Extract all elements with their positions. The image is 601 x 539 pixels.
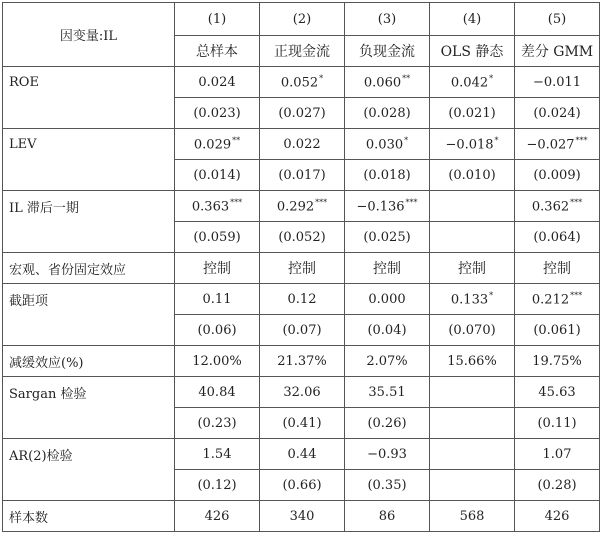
significance-stars: * (319, 73, 324, 83)
cell-value: −0.027 (526, 137, 575, 153)
cell-value: 0.042 (450, 75, 489, 91)
table-cell (515, 470, 600, 501)
cell-value: 0.133 (450, 292, 489, 308)
table-cell (430, 222, 515, 253)
table-cell (175, 408, 260, 439)
table-row (3, 315, 600, 346)
table-row (3, 129, 600, 160)
table-cell (430, 284, 515, 315)
table-cell (345, 346, 430, 377)
table-row (3, 191, 600, 222)
column-number-3: (3) (345, 3, 430, 36)
table-cell (345, 160, 430, 191)
cell-value: 0.11 (202, 291, 232, 307)
cell-value: 40.84 (198, 384, 236, 400)
table-cell (175, 439, 260, 470)
table-cell (175, 377, 260, 408)
cell-value: 0.292 (276, 199, 315, 215)
table-cell (345, 222, 430, 253)
table-row (3, 284, 600, 315)
cell-value: −0.93 (367, 446, 407, 462)
cell-value: 21.37% (277, 353, 327, 369)
row-label: 宏观、省份固定效应 (3, 253, 175, 284)
cell-value: 0.44 (287, 446, 317, 462)
table-cell (430, 98, 515, 129)
column-name-3: 负现金流 (345, 36, 430, 67)
cell-value: (0.024) (533, 105, 581, 121)
table-cell (260, 67, 345, 98)
significance-stars: ** (232, 135, 241, 145)
cell-value: 19.75% (532, 353, 582, 369)
cell-value: 控制 (203, 261, 231, 277)
cell-value: (0.28) (537, 477, 577, 493)
table-cell (345, 253, 430, 284)
dependent-variable-header: 因变量:IL (3, 3, 175, 67)
table-cell (345, 501, 430, 532)
table-cell (430, 160, 515, 191)
cell-value: −0.018 (445, 137, 494, 153)
cell-value: 0.363 (191, 199, 230, 215)
row-label: 样本数 (3, 501, 175, 532)
table-cell (345, 129, 430, 160)
cell-value: 0.022 (283, 136, 321, 152)
significance-stars: *** (570, 290, 583, 300)
table-cell (260, 408, 345, 439)
cell-value: 12.00% (192, 353, 242, 369)
table-cell (260, 129, 345, 160)
row-label-empty (3, 408, 175, 439)
table-cell (175, 191, 260, 222)
column-number-2: (2) (260, 3, 345, 36)
row-label: AR(2)检验 (3, 439, 175, 470)
table-row (3, 67, 600, 98)
cell-value: (0.027) (278, 105, 326, 121)
table-cell (175, 160, 260, 191)
column-number-4: (4) (430, 3, 515, 36)
significance-stars: * (494, 135, 499, 145)
cell-value: 0.212 (531, 292, 570, 308)
table-cell (515, 191, 600, 222)
column-name-1: 总样本 (175, 36, 260, 67)
cell-value: −0.136 (356, 199, 405, 215)
table-cell (345, 191, 430, 222)
table-row (3, 253, 600, 284)
row-label-empty (3, 470, 175, 501)
table-cell (175, 129, 260, 160)
cell-value: (0.23) (197, 415, 237, 431)
table-cell (175, 253, 260, 284)
table-cell (515, 222, 600, 253)
table-cell (175, 67, 260, 98)
table-cell (260, 284, 345, 315)
cell-value: (0.12) (197, 477, 237, 493)
table-cell (430, 191, 515, 222)
table-cell (345, 98, 430, 129)
table-cell (345, 67, 430, 98)
table-cell (430, 129, 515, 160)
cell-value: 86 (378, 508, 396, 524)
significance-stars: ** (402, 73, 411, 83)
cell-value: (0.35) (367, 477, 407, 493)
cell-value: 0.000 (368, 291, 406, 307)
significance-stars: * (489, 73, 494, 83)
table-cell (515, 408, 600, 439)
cell-value: (0.06) (197, 322, 237, 338)
row-label: LEV (3, 129, 175, 160)
row-label-empty (3, 98, 175, 129)
table-row (3, 377, 600, 408)
table-cell (345, 470, 430, 501)
cell-value: 340 (289, 508, 315, 524)
row-label-empty (3, 315, 175, 346)
cell-value: 控制 (543, 261, 571, 277)
cell-value: (0.010) (448, 167, 496, 183)
cell-value: 控制 (373, 261, 401, 277)
significance-stars: *** (230, 197, 243, 207)
table-cell (430, 67, 515, 98)
column-name-5: 差分 GMM (515, 36, 600, 67)
table-cell (260, 191, 345, 222)
table-cell (175, 284, 260, 315)
table-cell (260, 98, 345, 129)
cell-value: 0.029 (193, 137, 232, 153)
table-cell (345, 408, 430, 439)
table-cell (430, 346, 515, 377)
table-cell (260, 501, 345, 532)
regression-table (2, 2, 600, 532)
cell-value: (0.41) (282, 415, 322, 431)
significance-stars: * (489, 290, 494, 300)
table-cell (260, 377, 345, 408)
table-row (3, 222, 600, 253)
row-label: IL 滞后一期 (3, 191, 175, 222)
significance-stars: *** (405, 197, 418, 207)
table-cell (430, 408, 515, 439)
table-cell (345, 284, 430, 315)
significance-stars: * (404, 135, 409, 145)
cell-value: (0.014) (193, 167, 241, 183)
row-label-empty (3, 222, 175, 253)
cell-value: (0.028) (363, 105, 411, 121)
table-cell (260, 160, 345, 191)
cell-value: 0.030 (365, 137, 404, 153)
table-cell (515, 501, 600, 532)
cell-value: (0.018) (363, 167, 411, 183)
table-row (3, 408, 600, 439)
cell-value: (0.059) (193, 229, 241, 245)
cell-value: 426 (204, 508, 230, 524)
table-cell (515, 253, 600, 284)
table-row (3, 346, 600, 377)
cell-value: (0.052) (278, 229, 326, 245)
table-cell (260, 470, 345, 501)
table-cell (515, 129, 600, 160)
table-cell (260, 222, 345, 253)
cell-value: (0.66) (282, 477, 322, 493)
column-name-2: 正现金流 (260, 36, 345, 67)
cell-value: 1.54 (202, 446, 232, 462)
table-cell (175, 315, 260, 346)
table-cell (260, 439, 345, 470)
table-cell (175, 222, 260, 253)
cell-value: 426 (544, 508, 570, 524)
table-row (3, 501, 600, 532)
table-cell (175, 501, 260, 532)
table-cell (345, 315, 430, 346)
cell-value: (0.023) (193, 105, 241, 121)
cell-value: −0.011 (532, 74, 582, 90)
cell-value: 568 (459, 508, 485, 524)
cell-value: 0.024 (198, 74, 236, 90)
row-label: ROE (3, 67, 175, 98)
row-label-empty (3, 160, 175, 191)
cell-value: 1.07 (542, 446, 572, 462)
cell-value: 2.07% (366, 353, 408, 369)
table-cell (515, 439, 600, 470)
cell-value: (0.11) (537, 415, 577, 431)
table-row (3, 98, 600, 129)
cell-value: (0.04) (367, 322, 407, 338)
row-label: 减缓效应(%) (3, 346, 175, 377)
column-name-4: OLS 静态 (430, 36, 515, 67)
table-cell (515, 315, 600, 346)
table-cell (515, 377, 600, 408)
cell-value: (0.025) (363, 229, 411, 245)
table-cell (430, 501, 515, 532)
cell-value: 0.052 (280, 75, 319, 91)
cell-value: 0.060 (363, 75, 402, 91)
cell-value: (0.26) (367, 415, 407, 431)
row-label: 截距项 (3, 284, 175, 315)
cell-value: (0.070) (448, 322, 496, 338)
table-cell (515, 284, 600, 315)
cell-value: (0.061) (533, 322, 581, 338)
table-cell (430, 439, 515, 470)
table-cell (260, 253, 345, 284)
table-cell (515, 67, 600, 98)
table-cell (175, 346, 260, 377)
table-row (3, 160, 600, 191)
table-cell (345, 439, 430, 470)
table-cell (345, 377, 430, 408)
table-row (3, 439, 600, 470)
table-cell (430, 377, 515, 408)
cell-value: 15.66% (447, 353, 497, 369)
table-cell (430, 315, 515, 346)
cell-value: (0.021) (448, 105, 496, 121)
table-cell (515, 98, 600, 129)
table-cell (515, 160, 600, 191)
cell-value: 45.63 (538, 384, 576, 400)
cell-value: (0.009) (533, 167, 581, 183)
cell-value: 0.12 (287, 291, 317, 307)
table-cell (260, 346, 345, 377)
table-cell (260, 315, 345, 346)
cell-value: (0.064) (533, 229, 581, 245)
cell-value: 35.51 (368, 384, 406, 400)
table-cell (430, 470, 515, 501)
cell-value: (0.017) (278, 167, 326, 183)
cell-value: 32.06 (283, 384, 321, 400)
cell-value: 控制 (458, 261, 486, 277)
table-cell (175, 470, 260, 501)
table-cell (430, 253, 515, 284)
significance-stars: *** (315, 197, 328, 207)
significance-stars: *** (575, 135, 588, 145)
table-cell (515, 346, 600, 377)
cell-value: 0.362 (531, 199, 570, 215)
cell-value: (0.07) (282, 322, 322, 338)
row-label: Sargan 检验 (3, 377, 175, 408)
cell-value: 控制 (288, 261, 316, 277)
column-number-5: (5) (515, 3, 600, 36)
table-row (3, 470, 600, 501)
table-cell (175, 98, 260, 129)
significance-stars: *** (570, 197, 583, 207)
column-number-1: (1) (175, 3, 260, 36)
